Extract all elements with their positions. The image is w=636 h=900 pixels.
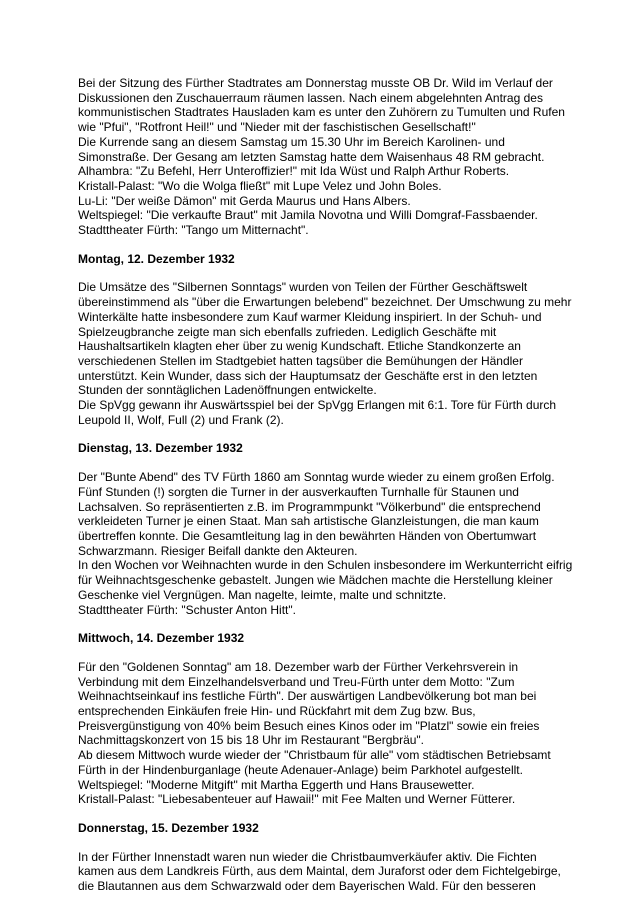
- paragraph: [78, 850, 562, 894]
- text-line: Lu-Li: "Der weiße Dämon" mit Gerda Maurus und Hans Albers.: [78, 193, 411, 208]
- text-line: Lachsalven. So repräsentierten z.B. im Programmpunkt "Völkerbund" die entsprechend: [78, 499, 541, 514]
- paragraph: [78, 280, 572, 427]
- text-line: In der Fürther Innenstadt waren nun wieder die Christbaumverkäufer aktiv. Die Fichten: [78, 849, 537, 864]
- text-line: Kristall-Palast: "Wo die Wolga fließt" mit Lupe Velez und John Boles.: [78, 178, 442, 193]
- text-line: Simonstraße. Der Gesang am letzten Samstag hatte dem Waisenhaus 48 RM gebracht.: [78, 149, 545, 164]
- text-line: Die Kurrende sang an diesem Samstag um 15.30 Uhr im Bereich Karolinen- und: [78, 134, 505, 149]
- text-line: Preisvergünstigung von 40% beim Besuch eines Kinos oder im "Platzl" sowie ein freies: [78, 718, 540, 733]
- text-line: Leupold II, Wolf, Full (2) und Frank (2).: [78, 412, 284, 427]
- text-line: Die Umsätze des "Silbernen Sonntags" wurden von Teilen der Fürther Geschäftswelt: [78, 280, 528, 295]
- text-line: Geschenke viel Vergnügen. Man nagelte, leimte, malte und schnitzte.: [78, 587, 447, 602]
- text-line: Weihnachtseinkauf ins festliche Fürth". Der auswärtigen Landbevölkerung bot man bei: [78, 689, 537, 704]
- text-line: Stadttheater Fürth: "Tango um Mitternacht".: [78, 223, 309, 238]
- text-line: Haushaltsartikeln klagten eher über zu wenig Kundschaft. Etliche Standkonzerte an: [78, 339, 521, 354]
- text-line: Kristall-Palast: "Liebesabenteuer auf Hawaii!" mit Fee Malten und Werner Fütterer.: [78, 792, 516, 807]
- paragraph: [78, 470, 573, 617]
- paragraph: [78, 76, 565, 238]
- text-line: Spielzeugbranche zeigte man sich ebenfalls zufrieden. Lediglich Geschäfte mit: [78, 324, 497, 339]
- text-line: Nachmittagskonzert von 15 bis 18 Uhr im Restaurant "Bergbräu".: [78, 733, 425, 748]
- text-line: Für den "Goldenen Sonntag" am 18. Dezember warb der Fürther Verkehrsverein in: [78, 659, 519, 674]
- text-line: wie "Pfui", "Rotfront Heil!" und "Nieder mit der faschistischen Gesellschaft!": [78, 120, 476, 135]
- text-line: Die SpVgg gewann ihr Auswärtsspiel bei der SpVgg Erlangen mit 6:1. Tore für Fürth durch: [78, 398, 557, 413]
- text-line: übertreffen konnte. Die Gesamtleitung lag in den bewährten Händen von Obertumwart: [78, 528, 537, 543]
- section-heading: Mittwoch, 14. Dezember 1932: [78, 631, 245, 646]
- text-line: kommunistischen Stadtrates Hausladen kam es unter den Zuhörern zu Tumulten und Rufen: [78, 105, 565, 120]
- text-line: In den Wochen vor Weihnachten wurde in den Schulen insbesondere im Werkunterricht eifrig: [78, 558, 573, 573]
- text-line: Schwarzmann. Riesiger Beifall dankte den Akteuren.: [78, 543, 358, 558]
- text-line: entsprechenden Einkäufen freie Hin- und Rückfahrt mit dem Zug bzw. Bus,: [78, 704, 476, 719]
- text-line: Bei der Sitzung des Fürther Stadtrates am Donnerstag musste OB Dr. Wild im Verlauf der: [78, 76, 553, 90]
- text-line: kamen aus dem Landkreis Fürth, aus dem Maintal, dem Juraforst oder dem Fichtelgebirge,: [78, 864, 561, 879]
- text-line: verkleideten Turner je einen Staat. Man sah artistische Glanzleistungen, die man kaum: [78, 514, 539, 529]
- text-line: Verbindung mit dem Einzelhandelsverband und Treu-Fürth unter dem Motto: "Zum: [78, 674, 515, 689]
- text-line: Der "Bunte Abend" des TV Fürth 1860 am Sonntag wurde wieder zu einem großen Erfolg.: [78, 470, 555, 485]
- text-line: Weltspiegel: "Die verkaufte Braut" mit Jamila Novotna und Willi Domgraf-Fassbaender.: [78, 208, 538, 223]
- text-line: Ab diesem Mittwoch wurde wieder der "Christbaum für alle" vom städtischen Betriebsamt: [78, 748, 551, 763]
- section-heading: Montag, 12. Dezember 1932: [78, 251, 235, 266]
- section-heading: Dienstag, 13. Dezember 1932: [78, 441, 243, 456]
- text-line: unterstützt. Kein Wunder, dass sich der Hauptumsatz der Geschäfte erst in den letzten: [78, 368, 538, 383]
- text-line: Stunden der sonntäglichen Ladenöffnungen entwickelte.: [78, 383, 377, 398]
- document-page: [78, 76, 573, 894]
- text-line: Weltspiegel: "Moderne Mitgift" mit Martha Eggerth und Hans Brausewetter.: [78, 777, 475, 792]
- text-line: übereinstimmend als "über die Erwartungen belebend" bezeichnet. Der Umschwung zu mehr: [78, 295, 572, 310]
- text-line: Winterkälte hatte insbesondere zum Kauf warmer Kleidung inspiriert. In der Schuh- und: [78, 309, 542, 324]
- text-line: Fünf Stunden (!) sorgten die Turner in der ausverkauften Turnhalle für Staunen und: [78, 484, 519, 499]
- text-line: für Weihnachtsgeschenke gebastelt. Jungen wie Mädchen machte die Herstellung kleiner: [78, 573, 553, 588]
- text-line: Stadttheater Fürth: "Schuster Anton Hitt".: [78, 602, 296, 617]
- text-line: die Blautannen aus dem Schwarzwald oder dem Bayerischen Wald. Für den besseren: [78, 879, 536, 894]
- text-line: verschiedenen Stellen im Stadtgebiet hatten tagsüber die Bemühungen der Händler: [78, 353, 523, 368]
- paragraph: [78, 660, 562, 807]
- text-line: Fürth in der Hindenburganlage (heute Adenauer-Anlage) beim Parkhotel aufgestellt.: [78, 762, 523, 777]
- text-line: Diskussionen den Zuschauerraum räumen lassen. Nach einem abgelehnten Antrag des: [78, 90, 543, 105]
- text-line: Alhambra: "Zu Befehl, Herr Unteroffizier!" mit Ida Wüst und Ralph Arthur Roberts.: [78, 164, 510, 179]
- section-heading: Donnerstag, 15. Dezember 1932: [78, 820, 259, 835]
